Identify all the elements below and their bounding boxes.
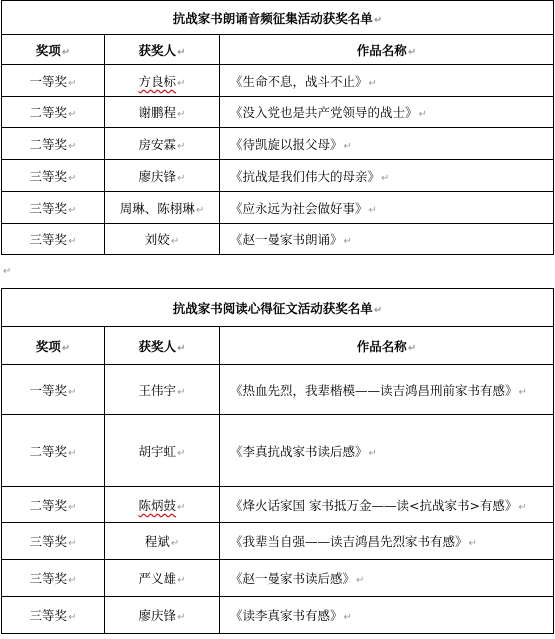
cell-text: 刘姣 bbox=[144, 232, 170, 247]
cell-text: 获奖人 bbox=[138, 42, 177, 58]
award-cell bbox=[2, 97, 105, 128]
cell-end-mark: ↵ bbox=[177, 612, 186, 623]
cell-end-mark: ↵ bbox=[195, 204, 205, 216]
work-cell bbox=[220, 487, 554, 523]
cell-end-mark: ↵ bbox=[373, 304, 383, 316]
winner-cell bbox=[105, 192, 220, 224]
winner-cell bbox=[105, 128, 220, 160]
cell-text: 作品名称 bbox=[356, 42, 407, 58]
winner-cell bbox=[105, 365, 220, 415]
cell-end-mark: ↵ bbox=[68, 77, 77, 89]
spellcheck-underlined-name: 陈炳鼓 bbox=[138, 497, 177, 513]
work-cell bbox=[220, 65, 554, 97]
cell-end-mark: ↵ bbox=[170, 538, 180, 549]
cell-end-mark: ↵ bbox=[177, 575, 186, 586]
cell-end-mark: ↵ bbox=[407, 342, 417, 354]
header-work bbox=[220, 35, 554, 65]
table-title-text: 抗战家书阅读心得征文活动获奖名单 bbox=[172, 300, 373, 316]
award-cell bbox=[2, 597, 105, 634]
cell-end-mark: ↵ bbox=[177, 172, 186, 184]
cell-end-mark: ↵ bbox=[356, 575, 365, 586]
cell-end-mark: ↵ bbox=[68, 204, 77, 216]
header-award bbox=[2, 35, 105, 65]
cell-end-mark: ↵ bbox=[177, 140, 186, 152]
table-row bbox=[2, 523, 554, 560]
cell-text: 谢鹏程 bbox=[138, 105, 177, 120]
table-title bbox=[2, 1, 554, 35]
winner-cell bbox=[105, 97, 220, 128]
cell-text: 廖庆锋 bbox=[138, 608, 177, 623]
cell-text: 《没入党也是共产党领导的战士》 bbox=[230, 105, 418, 120]
cell-end-mark: ↵ bbox=[68, 538, 77, 549]
cell-text: 房安霖 bbox=[138, 136, 177, 152]
cell-text: 三等奖 bbox=[29, 571, 68, 586]
essay-award-table bbox=[1, 288, 554, 634]
table-row bbox=[2, 160, 554, 192]
cell-end-mark: ↵ bbox=[68, 109, 77, 120]
cell-text: 《李真抗战家书读后感》 bbox=[230, 443, 368, 459]
cell-text: 奖项 bbox=[35, 338, 61, 354]
paragraph-mark: ↵ bbox=[3, 266, 12, 277]
work-cell bbox=[220, 560, 554, 597]
audio-award-table bbox=[1, 0, 554, 255]
work-cell bbox=[220, 160, 554, 192]
work-cell bbox=[220, 365, 554, 415]
cell-text: 作品名称 bbox=[356, 338, 407, 354]
cell-text: 二等奖 bbox=[29, 497, 68, 513]
cell-end-mark: ↵ bbox=[68, 172, 77, 184]
cell-end-mark: ↵ bbox=[68, 575, 77, 586]
cell-end-mark: ↵ bbox=[177, 342, 186, 354]
cell-text: 二等奖 bbox=[29, 136, 68, 152]
winner-cell bbox=[105, 65, 220, 97]
table-row bbox=[2, 560, 554, 597]
table-title-text: 抗战家书朗诵音频征集活动获奖名单 bbox=[172, 10, 373, 26]
winner-cell bbox=[105, 224, 220, 255]
cell-end-mark: ↵ bbox=[170, 236, 180, 247]
header-winner bbox=[105, 35, 220, 65]
winner-cell bbox=[105, 523, 220, 560]
cell-text: 严义雄 bbox=[138, 571, 177, 586]
cell-text: 《读李真家书有感》 bbox=[230, 608, 343, 623]
cell-end-mark: ↵ bbox=[177, 447, 186, 459]
cell-end-mark: ↵ bbox=[177, 109, 186, 120]
cell-text: 二等奖 bbox=[29, 443, 68, 459]
cell-text: 《赵一曼家书读后感》 bbox=[230, 571, 356, 586]
cell-end-mark: ↵ bbox=[61, 342, 71, 354]
cell-end-mark: ↵ bbox=[68, 386, 77, 398]
cell-end-mark: ↵ bbox=[518, 386, 527, 398]
cell-text: 周琳、陈栩琳 bbox=[119, 200, 195, 216]
cell-end-mark: ↵ bbox=[177, 386, 186, 398]
cell-end-mark: ↵ bbox=[368, 77, 377, 89]
cell-text: 王伟宇 bbox=[138, 382, 177, 398]
cell-text: 《赵一曼家书朗诵》 bbox=[230, 232, 343, 247]
award-cell bbox=[2, 487, 105, 523]
table-row bbox=[2, 365, 554, 415]
cell-end-mark: ↵ bbox=[177, 77, 186, 89]
cell-end-mark: ↵ bbox=[518, 501, 527, 513]
cell-end-mark: ↵ bbox=[68, 612, 77, 623]
cell-text: 《待凯旋以报父母》 bbox=[230, 136, 343, 152]
winner-cell bbox=[105, 560, 220, 597]
award-cell bbox=[2, 365, 105, 415]
table-row bbox=[2, 224, 554, 255]
cell-end-mark: ↵ bbox=[61, 46, 71, 58]
cell-end-mark: ↵ bbox=[68, 447, 77, 459]
cell-end-mark: ↵ bbox=[418, 109, 427, 120]
work-cell bbox=[220, 128, 554, 160]
cell-end-mark: ↵ bbox=[68, 236, 77, 247]
cell-text: 一等奖 bbox=[29, 382, 68, 398]
table-row bbox=[2, 65, 554, 97]
cell-text: 三等奖 bbox=[29, 232, 68, 247]
cell-text: 《我辈当自强——读吉鸿昌先烈家书有感》 bbox=[230, 534, 468, 549]
winner-cell bbox=[105, 415, 220, 487]
table-row bbox=[2, 597, 554, 634]
work-cell bbox=[220, 224, 554, 255]
table-title bbox=[2, 289, 554, 327]
table-row bbox=[2, 97, 554, 128]
award-cell bbox=[2, 224, 105, 255]
work-cell bbox=[220, 597, 554, 634]
cell-text: 获奖人 bbox=[138, 338, 177, 354]
cell-end-mark: ↵ bbox=[343, 140, 352, 152]
award-cell bbox=[2, 415, 105, 487]
award-cell bbox=[2, 192, 105, 224]
cell-end-mark: ↵ bbox=[368, 447, 377, 459]
cell-end-mark: ↵ bbox=[68, 501, 77, 513]
award-cell bbox=[2, 160, 105, 192]
work-cell bbox=[220, 192, 554, 224]
work-cell bbox=[220, 97, 554, 128]
cell-end-mark: ↵ bbox=[68, 140, 77, 152]
cell-end-mark: ↵ bbox=[343, 612, 352, 623]
work-cell bbox=[220, 415, 554, 487]
cell-text: 《生命不息，战斗不止》 bbox=[230, 73, 368, 89]
cell-end-mark: ↵ bbox=[343, 236, 352, 247]
cell-text: 三等奖 bbox=[29, 608, 68, 623]
cell-end-mark: ↵ bbox=[468, 538, 477, 549]
award-cell bbox=[2, 65, 105, 97]
winner-cell bbox=[105, 487, 220, 523]
cell-end-mark: ↵ bbox=[368, 204, 377, 216]
cell-text: 三等奖 bbox=[29, 200, 68, 216]
cell-end-mark: ↵ bbox=[177, 46, 186, 58]
work-cell bbox=[220, 523, 554, 560]
header-award bbox=[2, 327, 105, 365]
table-row bbox=[2, 487, 554, 523]
cell-text: 《烽火话家国 家书抵万金——读<抗战家书>有感》 bbox=[230, 497, 518, 513]
cell-end-mark: ↵ bbox=[177, 501, 186, 513]
cell-text: 廖庆锋 bbox=[138, 168, 177, 184]
header-work bbox=[220, 327, 554, 365]
cell-end-mark: ↵ bbox=[373, 14, 383, 26]
cell-text: 奖项 bbox=[35, 42, 61, 58]
award-cell bbox=[2, 523, 105, 560]
table-row bbox=[2, 415, 554, 487]
spellcheck-underlined-name: 方良标 bbox=[138, 73, 177, 89]
cell-text: 三等奖 bbox=[29, 534, 68, 549]
header-winner bbox=[105, 327, 220, 365]
table-row bbox=[2, 128, 554, 160]
winner-cell bbox=[105, 160, 220, 192]
cell-text: 《抗战是我们伟大的母亲》 bbox=[230, 168, 381, 184]
cell-end-mark: ↵ bbox=[381, 172, 390, 184]
cell-text: 《应永远为社会做好事》 bbox=[230, 200, 368, 216]
award-cell bbox=[2, 560, 105, 597]
table-row bbox=[2, 192, 554, 224]
cell-text: 胡宇虹 bbox=[138, 443, 177, 459]
winner-cell bbox=[105, 597, 220, 634]
cell-text: 《热血先烈，我辈楷模——读吉鸿昌刑前家书有感》 bbox=[230, 382, 518, 398]
cell-text: 一等奖 bbox=[29, 73, 68, 89]
cell-end-mark: ↵ bbox=[407, 46, 417, 58]
cell-text: 程斌 bbox=[144, 534, 170, 549]
cell-text: 三等奖 bbox=[29, 168, 68, 184]
cell-text: 二等奖 bbox=[29, 105, 68, 120]
award-cell bbox=[2, 128, 105, 160]
